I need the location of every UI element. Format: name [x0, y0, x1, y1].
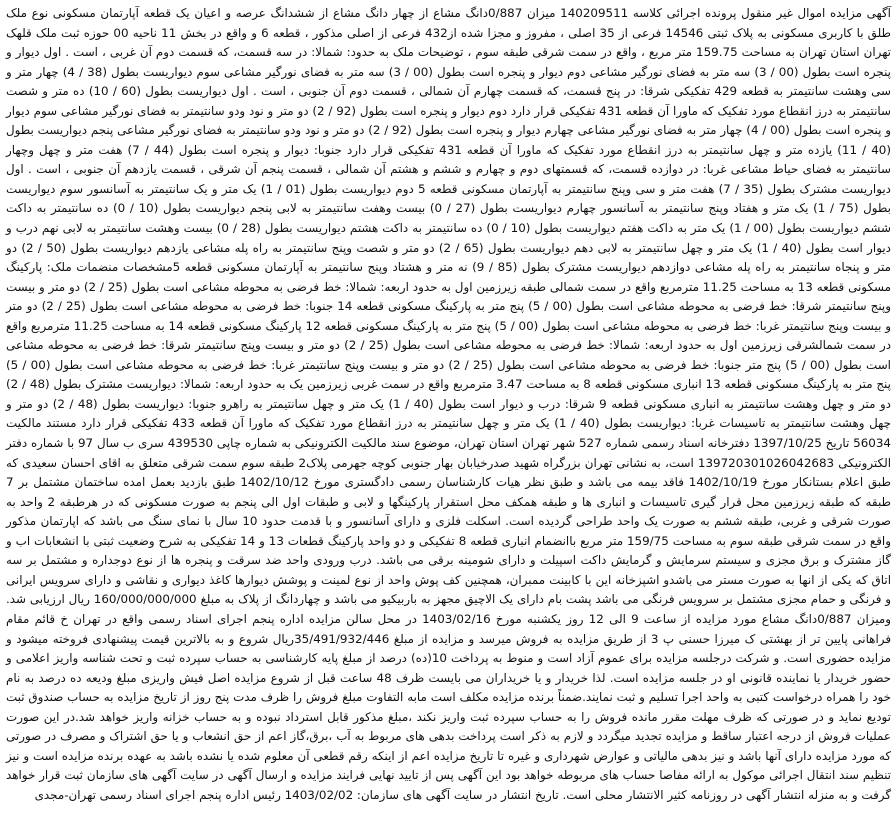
auction-notice-text: آگهی مزایده اموال غیر منقول پرونده اجرائی کلاسه 140209511 میزان 0/887دانگ مشاع از چهار دانگ مشاع از ششدانگ عرصه و اعیان یک قطعه آپارتمان مسکونی نوع ملک طلق با کاربری مسکونی به پلاک ثبتی 14546 فرعی از 35 اصلی ، مفروز و مجزا شده از432 فرعی از اصلی مذکور ، قطعه 6 و واقع در بخش 11 ناحیه 00 حوزه ثبت ملک قلهک تهران استان تهران به مساحت 159.75 متر مربع ، واقع در سمت شرقی طبقه سوم ، توضیحات ملک به حدود: شمالا: در سه قسمت، که قسمت دوم آن غربی ، است . اول دیوار و پنجره است بطول (00 / 3) سه متر به فضای نورگیر مشاعی دوم دیوار و پنجره است بطول (00 / 3) سه متر به فضای نورگیر مشاعی سوم دیواریست بطول (38 / 4) چهار متر و سی وهشت سانتیمتر به قطعه 429 تفکیکی شرقا: در پنج قسمت، که قسمت چهارم آن شمالی ، قسمت دوم آن جنوبی ، است . اول دیواریست بطول (60 / 10) ده متر و شصت سانتیمتر به درز انقطاع مورد تفکیک که ماورا آن قطعه 431 تفکیکی قرار دارد دوم دیوار و پنجره است بطول (92 / 2) دو متر و نود ودو سانتیمتر به فضای نورگیر مشاعی سوم دیوار و پنجره است بطول (00 / 4) چهار متر به فضای نورگیر مشاعی چهارم دیوار و پنجره است بطول (92 / 2) دو متر و نود ودو سانتیمتر به فضای نورگیر مشاعی پنجم دیواریست بطول (40 / 11) یازده متر و چهل سانتیمتر به درز انقطاع مورد تفکیک که ماورا آن قطعه 431 تفکیکی قرار دارد جنوبا: دیوار و پنجره است بطول (44 / 7) هفت متر و چهل وچهار سانتیمتر به فضای حیاط مشاعی غربا: در دوازده قسمت، که قسمتهای دوم و چهارم و ششم و هشتم آن شمالی ، قسمت پنجم آن شرقی ، قسمت یازدهم آن جنوبی ، است . اول دیواریست مشترک بطول (35 / 7) هفت متر و سی وپنج سانتیمتر به آپارتمان مسکونی قطعه 5 دوم دیواریست بطول (01 / 1) یک متر و یک سانتیمتر به آسانسور سوم دیواریست بطول (75 / 1) یک متر و هفتاد وپنج سانتیمتر به آسانسور چهارم دیواریست بطول (27 / 0) بیست وهفت سانتیمتر به لابی پنجم دیواریست بطول (10 / 0) ده سانتیمتر به داکت ششم دیواریست بطول (00 / 1) یک متر به داکت هفتم دیواریست بطول (10 / 0) ده سانتیمتر به داکت هشتم دیواریست بطول (28 / 0) بیست وهشت سانتیمتر به لابی نهم درب و دیوار است بطول (40 / 1) یک متر و چهل سانتیمتر به لابی دهم دیواریست بطول (65 / 2) دو متر و شصت وپنج سانتیمتر به راه پله مشاعی یازدهم دیواریست بطول (50 / 2) دو متر و پنجاه سانتیمتر به راه پله مشاعی دوازدهم دیواریست مشترک بطول (85 / 9) نه متر و هشتاد وپنج سانتیمتر به آپارتمان مسکونی قطعه 5مشخصات منضمات ملک: پارکینگ مسکونی قطعه 13 به مساحت 11.25 مترمربع واقع در سمت شمالی طبقه زیرزمین اول به حدود اربعه: شمالا: خط فرضی به محوطه مشاعی است بطول (25 / 2) دو متر و بیست وپنج سانتیمتر شرقا: خط فرضی به محوطه مشاعی است بطول (00 / 5) پنج متر به پارکینگ مسکونی قطعه 14 جنوبا: خط فرضی به محوطه مشاعی است بطول (25 / 2) دو متر و بیست وپنج سانتیمتر غربا: خط فرضی به محوطه مشاعی است بطول (00 / 5) پنج متر به پارکینگ مسکونی قطعه 12 پارکینگ مسکونی قطعه 14 به مساحت 11.25 مترمربع واقع در سمت شمالشرقی زیرزمین اول به حدود اربعه: شمالا: خط فرضی به محوطه مشاعی است بطول (25 / 2) دو متر و بیست وپنج سانتیمتر شرقا: خط فرضی به محوطه مشاعی است بطول (00 / 5) پنج متر جنوبا: خط فرضی به محوطه مشاعی است بطول (25 / 2) دو متر و بیست وپنج سانتیمتر غربا: خط فرضی به محوطه مشاعی است بطول (00 / 5) پنج متر به پارکینگ مسکونی قطعه 13 انباری مسکونی قطعه 8 به مساحت 3.47 مترمربع واقع در سمت غربی زیرزمین یک به حدود اربعه: شمالا: دیواریست مشترک بطول (48 / 2) دو متر و چهل وهشت سانتیمتر به انباری مسکونی قطعه 9 شرقا: درب و دیوار است بطول (40 / 1) یک متر و چهل سانتیمتر به راهرو جنوبا: دیواریست بطول (48 / 2) دو متر و چهل وهشت سانتیمتر به تاسیسات غربا: دیواریست بطول (40 / 1) یک متر و چهل سانتیمتر به درز انقطاع مورد تفکیک که ماورا آن قطعه 433 تفکیکی قرار دارد مستند مالکیت 56034 تاریخ 1397/10/25 دفترخانه اسناد رسمی شماره 527 شهر تهران استان تهران، موضوع سند مالکیت الکترونیکی به شماره چاپی 439530 سری ب سال 97 با شماره دفتر الکترونیکی 139720301026042683 است، به نشانی تهران بزرگراه شهید صدرخیابان بهار جنوبی کوچه جهرمی پلاک2 طبقه سوم سمت شرقی متعلق به اقای احسان سعیدی که طبق اعلام بستانکار مورخ 1402/10/19 فاقد بیمه می باشد و طبق نظر هیات کارشناسان رسمی دادگستری مورخ 1402/10/12 طبق بازدید بعمل امده ساختمان مشتمل بر 7 طبقه که طبقه زیرزمین محل قرار گیری تاسیسات و انباری ها و طبقه همکف محل استقرار پارکینگها و لابی و طبقات اول الی پنجم به صورت مسکونی که در هرطبقه 2 واحد به صورت شرقی و غربی، طبقه ششم به صورت یک واحد طراحی گردیده است. اسکلت فلزی و دارای آسانسور و با قدمت حدود 10 سال با نمای سنگ می باشد که اپارتمان مذکور واقع در سمت شرقی طبقه سوم به مساحت 159/75 متر مربع باانضمام انباری قطعه 8 تفکیکی و دو واحد پارکینگ قطعات 13 و 14 تفکیکی به شرح وضعیت ثبتی با انشعابات اب و گاز مشترک و برق مجزی و سیستم سرمایش و گرمایش داکت اسپیلت و دارای شومینه برقی می باشد. درب ورودی واحد ضد سرقت و پنجره ها از نوع دوجداره و مشتمل بر سه اتاق که یکی از انها به صورت مستر می باشدو اشپزخانه این با کابینت ممبران، همچنین کف پوش واحد از نوع لمینت و پوشش دیوارها کاغذ دیواری و نقاشی و دارای سرویس ایرانی و فرنگی و حمام مجزی مشتمل بر سرویس فرنگی می باشد پشت بام دارای یک الاچیق مجهز به باربیکیو می باشد و چهاردانگ از پلاک به مبلغ 160/000/000/000 ریال ارزیابی شد. وميزان 0/887دانگ مشاع مورد مزایده از ساعت 9 الی 12 روز یکشنبه مورخ 1403/02/16 در محل سالن مزایده اداره پنجم اجرای اسناد رسمی واقع در تهران خ قائم مقام فراهانی پایین تر از بهشتی ک میرزا حسنی پ 3 از طریق مزایده به فروش میرسد و مزایده از مبلغ 35/491/932/446ریال شروع و به بالاترین قیمت پیشنهادی فروخته میشود و مزایده حضوری است. و شرکت درجلسه مزایده برای عموم آزاد است و منوط به پرداخت 10(ده) درصد از مبلغ پایه کارشناسی به حساب سپرده ثبت و تحت شناسه واریز اعلامی و حضور خریدار یا نماینده قانونی او در جلسه مزایده است. لذا خریدار و یا خریداران می بایست ظرف 48 ساعت قبل از شروع مزایده اصل فیش واریزی مبلغ ودیعه ده درصد به نام خود را همراه درخواست کتبی به واحد اجرا تسلیم و ثبت نمایند.ضمناً برنده مزایده مکلف است مابه التفاوت مبلغ فروش را ظرف مدت پنج روز از تاریخ مزایده به حساب صندوق ثبت تودیع نماید و در صورتی که ظرف مهلت مقرر مانده فروش را به حساب سپرده ثبت واریز نکند ،مبلغ مذکور قابل استرداد نبوده و به حساب خزانه واریز خواهد شد.در این صورت عملیات فروش از درجه اعتبار ساقط و مزایده تجدید میگردد و لازم به ذکر است پرداخت بدهی های مربوط به آب ،برق،گاز اعم از حق انشعاب و یا حق اشتراک و مصرف در صورتی که مورد مزایده دارای آنها باشد و نیز بدهی مالیاتی و عوارض شهرداری و غیره تا تاریخ مزایده اعم از اینکه رقم قطعی آن معلوم شده یا نشده باشد به عهده برنده مزایده است و نیز تنظیم سند انتقال اجرائی موکول به ارائه مفاصا حساب های مربوطه خواهد بود این آگهی پس از تایید نهایی فرایند مزایده و ارسال آگهی در سایت آگهی های سازمان ثبت قرار خواهد گرفت و به منزله انتشار آگهی در روزنامه کثیر الانتشار محلی است. تاریخ انتشار در سایت آگهی های سازمان: 1403/02/02 رئیس اداره پنجم اجرای اسناد رسمی تهران-مجدی	[6, 6, 892, 802]
